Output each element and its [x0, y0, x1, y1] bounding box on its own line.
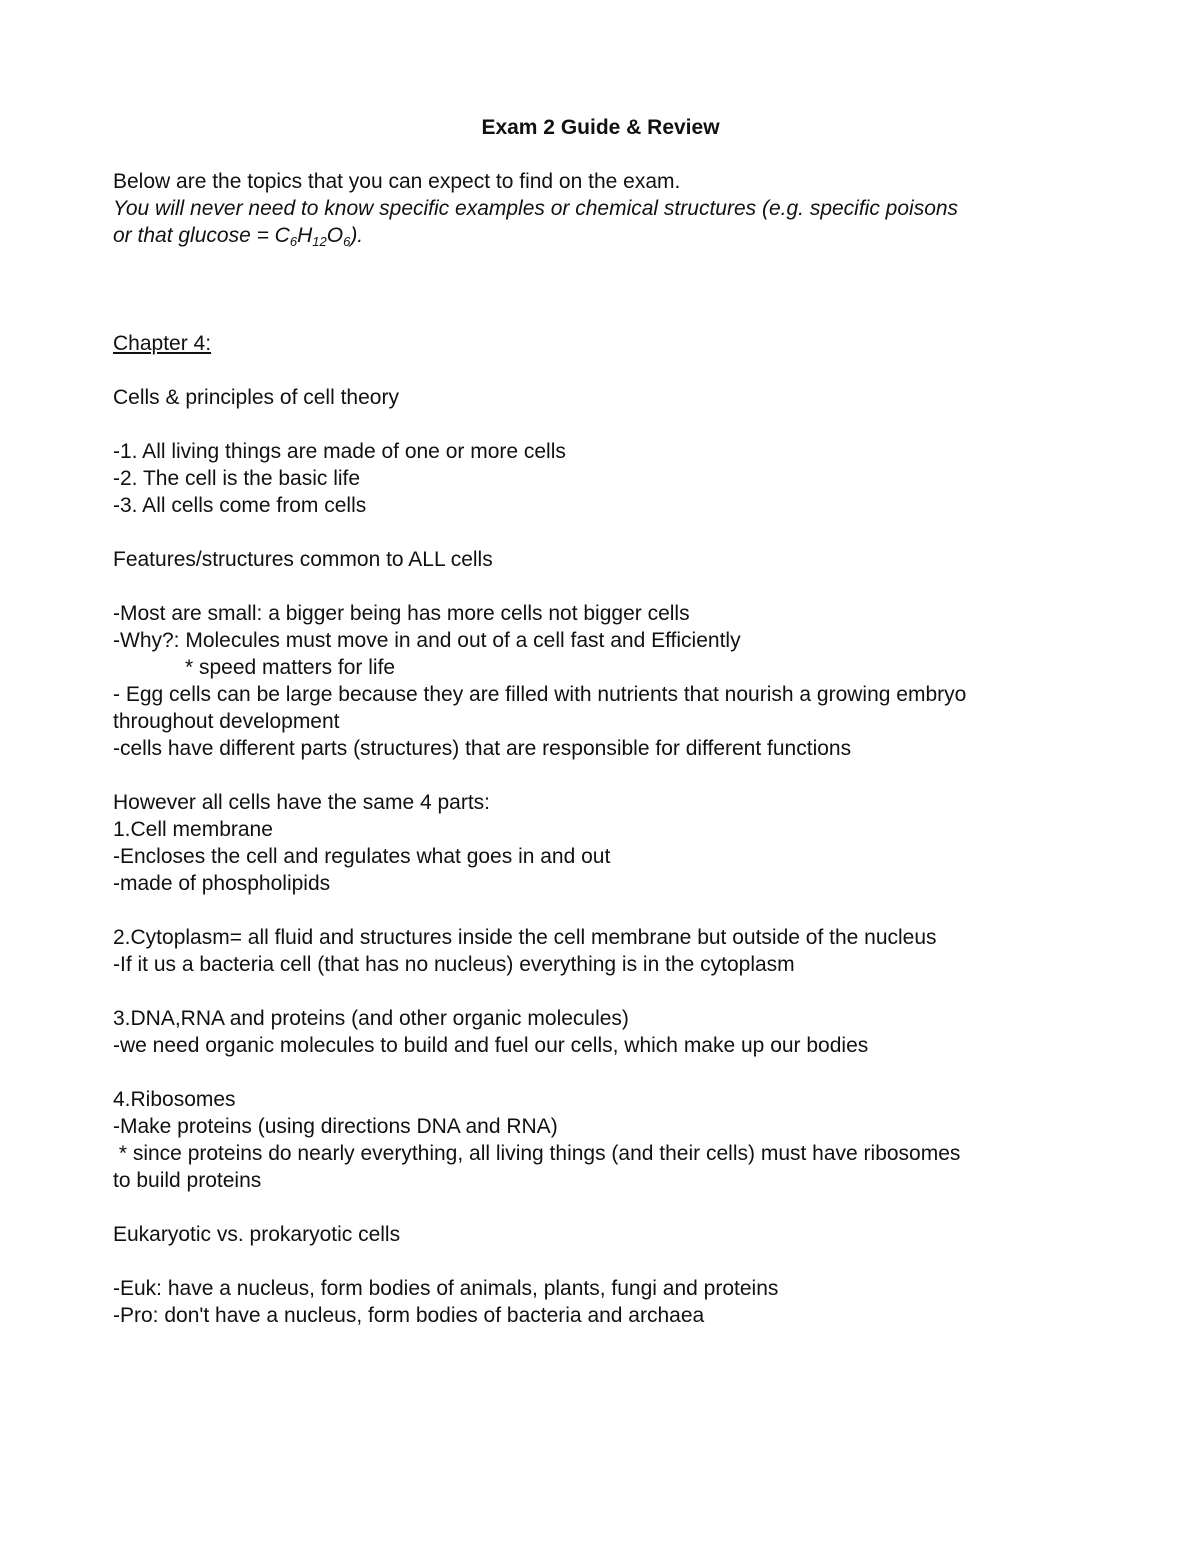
formula-h: H — [297, 224, 313, 247]
membrane-line: -Encloses the cell and regulates what goes in and out — [113, 845, 611, 868]
cell-theory-item: -3. All cells come from cells — [113, 494, 367, 517]
ribosomes-line: to build proteins — [113, 1169, 262, 1192]
spacer — [113, 762, 1093, 789]
spacer — [113, 411, 1093, 438]
cytoplasm-line: 2.Cytoplasm= all fluid and structures inside the cell membrane but outside of the nucleus — [113, 926, 937, 949]
cell-theory-heading: Cells & principles of cell theory — [113, 386, 399, 409]
features-heading: Features/structures common to ALL cells — [113, 548, 493, 571]
features-line: -Why?: Molecules must move in and out of a cell fast and Efficiently — [113, 629, 741, 652]
document-body — [113, 114, 1093, 1329]
features-line: -Most are small: a bigger being has more cells not bigger cells — [113, 602, 690, 625]
membrane-line: 1.Cell membrane — [113, 818, 273, 841]
intro-note-prefix: or that glucose = C — [113, 224, 290, 247]
spacer — [113, 519, 1093, 546]
formula-o: O — [326, 224, 344, 247]
spacer — [113, 1248, 1093, 1275]
ribosomes-line: * since proteins do nearly everything, all living things (and their cells) must have ribosomes — [113, 1142, 961, 1165]
document-title: Exam 2 Guide & Review — [481, 116, 720, 139]
egg-cells-line-1: - Egg cells can be large because they are filled with nutrients that nourish a growing embryo — [113, 683, 967, 706]
spacer — [113, 978, 1093, 1005]
intro-note-suffix: ). — [350, 224, 364, 247]
ribosomes-line: -Make proteins (using directions DNA and RNA) — [113, 1115, 558, 1138]
spacer — [113, 573, 1093, 600]
four-parts-heading: However all cells have the same 4 parts: — [113, 791, 491, 814]
euk-pro-heading: Eukaryotic vs. prokaryotic cells — [113, 1223, 401, 1246]
cell-theory-item: -2. The cell is the basic life — [113, 467, 361, 490]
spacer — [113, 1059, 1093, 1086]
cytoplasm-line: -If it us a bacteria cell (that has no nucleus) everything is in the cytoplasm — [113, 953, 795, 976]
dna-line: -we need organic molecules to build and fuel our cells, which make up our bodies — [113, 1034, 869, 1057]
spacer — [113, 897, 1093, 924]
chapter-heading: Chapter 4: — [113, 332, 212, 355]
egg-cells-line-2: throughout development — [113, 710, 340, 733]
formula-subscript-h: 12 — [312, 234, 327, 249]
intro-text: Below are the topics that you can expect to find on the exam. — [113, 170, 681, 193]
features-indented-note: * speed matters for life — [185, 656, 396, 679]
spacer — [113, 357, 1093, 384]
dna-line: 3.DNA,RNA and proteins (and other organic molecules) — [113, 1007, 629, 1030]
spacer — [113, 249, 1093, 330]
formula-subscript-o: 6 — [343, 234, 351, 249]
cell-parts-line: -cells have different parts (structures) that are responsible for different functions — [113, 737, 852, 760]
formula-subscript-c: 6 — [289, 234, 298, 249]
ribosomes-line: 4.Ribosomes — [113, 1088, 236, 1111]
euk-pro-line: -Euk: have a nucleus, form bodies of animals, plants, fungi and proteins — [113, 1277, 779, 1300]
membrane-line: -made of phospholipids — [113, 872, 331, 895]
intro-note-line-1: You will never need to know specific examples or chemical structures (e.g. specific poisons — [113, 197, 959, 220]
intro-note-line-2 — [113, 222, 1093, 249]
spacer — [113, 1194, 1093, 1221]
euk-pro-line: -Pro: don't have a nucleus, form bodies of bacteria and archaea — [113, 1304, 705, 1327]
cell-theory-item: -1. All living things are made of one or more cells — [113, 440, 566, 463]
